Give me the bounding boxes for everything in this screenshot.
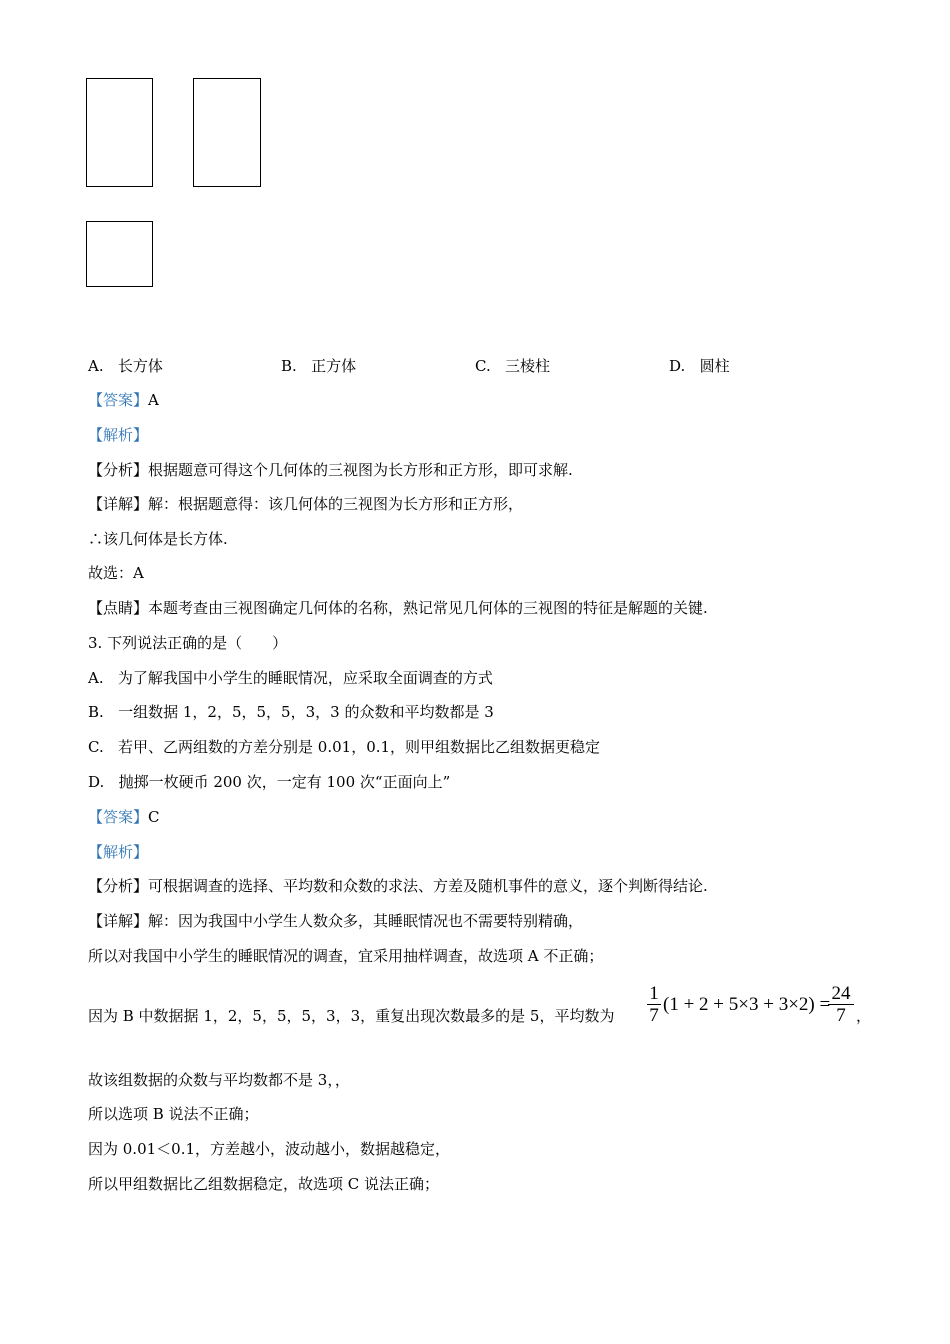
q3-line-6: 所以甲组数据比乙组数据稳定，故选项 C 说法正确；	[88, 1175, 440, 1193]
q2-therefore-line: ∴该几何体是长方体.	[88, 530, 228, 548]
q3-analysis	[88, 842, 148, 862]
q3-xiangjie	[88, 911, 583, 931]
q3-fenxi-text: 可根据调查的选择、平均数和众数的求法、方差及随机事件的意义，逐个判断得结论.	[148, 877, 708, 895]
formula-expression: (1 + 2 + 5×3 + 3×2) =	[663, 994, 831, 1015]
option-c-text: 三棱柱	[505, 357, 551, 375]
q3-line-1: 所以对我国中小学生的睡眠情况的调查，宜采用抽样调查，故选项 A 不正确；	[88, 947, 604, 965]
q3-option-c-letter: C.	[88, 738, 104, 756]
q2-xiangjie	[88, 494, 523, 514]
option-d	[669, 356, 730, 376]
q3-stem: 3. 下列说法正确的是（ ）	[88, 634, 288, 652]
q3-xiangjie-tag: 【详解】	[88, 912, 149, 930]
q2-analysis	[88, 425, 148, 445]
xiangjie-tag: 【详解】	[88, 495, 149, 513]
q3-line-2: 因为 B 中数据据 1，2，5，5，5，3，3，重复出现次数最多的是 5，平均数为	[88, 1007, 615, 1025]
answer-tag: 【答案】	[88, 391, 149, 409]
q3-option-a	[88, 668, 493, 688]
q3-option-b-text: 一组数据 1，2，5，5，5，3，3 的众数和平均数都是 3	[118, 703, 494, 721]
q3-option-c-text: 若甲、乙两组数的方差分别是 0.01，0.1，则甲组数据比乙组数据更稳定	[118, 738, 601, 756]
q3-option-b	[88, 702, 494, 722]
option-a-text: 长方体	[117, 357, 163, 375]
option-a	[88, 356, 163, 376]
q2-choose-line: 故选：A	[88, 564, 144, 582]
side-view-rectangle	[193, 78, 261, 187]
q2-answer	[88, 390, 159, 410]
formula-frac1-numerator: 1	[649, 983, 659, 1004]
formula-trailing-comma: ，	[856, 1007, 872, 1025]
answer-value: A	[148, 391, 159, 409]
formula-frac1-denominator: 7	[649, 1005, 659, 1026]
q3-option-d	[88, 772, 450, 792]
formula-frac2-numerator: 24	[831, 983, 851, 1004]
q3-answer-value: C	[148, 808, 160, 826]
q3-xiangjie-text: 解：因为我国中小学生人数众多，其睡眠情况也不需要特别精确，	[148, 912, 584, 930]
option-a-letter: A.	[88, 357, 104, 375]
dianjing-tag: 【点睛】	[88, 599, 149, 617]
q2-fenxi	[88, 460, 573, 480]
q3-option-d-text: 抛掷一枚硬币 200 次，一定有 100 次“正面向上”	[118, 773, 451, 791]
option-b-letter: B.	[281, 357, 297, 375]
option-b-text: 正方体	[311, 357, 357, 375]
q3-analysis-tag: 【解析】	[88, 843, 149, 861]
xiangjie-text: 解：根据题意得：该几何体的三视图为长方形和正方形，	[148, 495, 524, 513]
q3-line-5: 因为 0.01＜0.1，方差越小，波动越小，数据越稳定，	[88, 1140, 451, 1158]
q3-option-d-letter: D.	[88, 773, 105, 791]
q3-line-3: 故该组数据的众数与平均数都不是 3，，	[88, 1071, 350, 1089]
q3-option-c	[88, 737, 600, 757]
top-view-square	[86, 221, 153, 287]
option-d-letter: D.	[669, 357, 686, 375]
q3-answer-tag: 【答案】	[88, 808, 149, 826]
analysis-tag: 【解析】	[88, 426, 149, 444]
fenxi-text: 根据题意可得这个几何体的三视图为长方形和正方形，即可求解.	[148, 461, 573, 479]
q3-line-4: 所以选项 B 说法不正确；	[88, 1105, 259, 1123]
front-view-rectangle	[86, 78, 153, 187]
q3-option-a-text: 为了解我国中小学生的睡眠情况，应采取全面调查的方式	[117, 669, 493, 687]
fenxi-tag: 【分析】	[88, 461, 149, 479]
formula-fraction-one-seventh	[647, 984, 661, 1027]
option-d-text: 圆柱	[699, 357, 730, 375]
q3-fenxi-tag: 【分析】	[88, 877, 149, 895]
option-c	[475, 356, 550, 376]
q3-fenxi	[88, 876, 708, 896]
option-c-letter: C.	[475, 357, 491, 375]
q3-option-b-letter: B.	[88, 703, 104, 721]
q2-dianjing	[88, 598, 708, 618]
q3-option-a-letter: A.	[88, 669, 104, 687]
option-b	[281, 356, 356, 376]
q3-answer	[88, 807, 160, 827]
dianjing-text: 本题考查由三视图确定几何体的名称，熟记常见几何体的三视图的特征是解题的关键.	[148, 599, 708, 617]
formula-fraction-result	[828, 984, 854, 1027]
formula-frac2-denominator: 7	[836, 1005, 846, 1026]
